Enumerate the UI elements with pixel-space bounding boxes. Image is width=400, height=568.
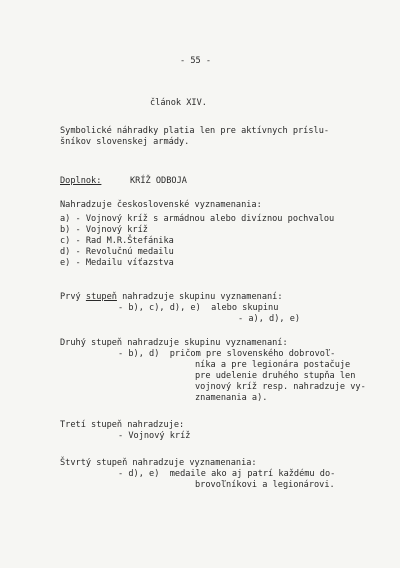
- second-degree-line-3: níka a pre legionára postačuje: [195, 360, 351, 370]
- first-degree-line-1: [60, 292, 283, 302]
- decoration-item: a) - Vojnový kríž s armádnou alebo divíznou pochvalou: [60, 214, 335, 224]
- page-number: - 55 -: [180, 56, 212, 66]
- supplement-title: KRÍŽ ODBOJA: [130, 176, 187, 186]
- second-degree-line-1: Druhý stupeň nahradzuje skupinu vyznamenaní:: [60, 338, 288, 348]
- third-degree-line-2: - Vojnový kríž: [118, 431, 191, 441]
- fourth-degree-line-1: Štvrtý stupeň nahradzuje vyznamenania:: [60, 458, 257, 468]
- article-heading: článok XIV.: [150, 98, 207, 108]
- second-degree-line-5: vojnový kríž resp. nahradzuje vy-: [195, 382, 366, 392]
- second-degree-line-4: pre udelenie druhého stupňa len: [195, 371, 356, 381]
- second-degree-line-2: - b), d) pričom pre slovenského dobrovoľ-: [118, 349, 336, 359]
- fourth-degree-line-2: - d), e) medaile ako aj patrí každému do-: [118, 469, 336, 479]
- decoration-item: b) - Vojnový kríž: [60, 225, 148, 235]
- third-degree-line-1: Tretí stupeň nahradzuje:: [60, 420, 185, 430]
- decoration-item: c) - Rad M.R.Štefánika: [60, 236, 174, 246]
- fourth-degree-line-3: brovoľníkovi a legionárovi.: [195, 480, 335, 490]
- first-degree-line-2: - b), c), d), e) alebo skupinu: [118, 303, 279, 313]
- decoration-item: d) - Revolučnú medailu: [60, 247, 174, 257]
- intro-line-2: šníkov slovenskej armády.: [60, 137, 190, 147]
- supplement-label: Doplnok:: [60, 176, 102, 186]
- decoration-item: e) - Medailu víťazstva: [60, 258, 174, 268]
- intro-line-1: Symbolické náhradky platia len pre aktívnych príslu-: [60, 126, 330, 136]
- replaces-intro: Nahradzuje československé vyznamenania:: [60, 200, 262, 210]
- first-degree-word-2: stupeň: [85, 292, 117, 302]
- first-degree-word-1: Prvý: [60, 292, 81, 302]
- first-degree-line-3: - a), d), e): [238, 314, 301, 324]
- first-degree-rest: nahradzuje skupinu vyznamenaní:: [122, 292, 283, 302]
- second-degree-line-6: znamenania a).: [195, 393, 268, 403]
